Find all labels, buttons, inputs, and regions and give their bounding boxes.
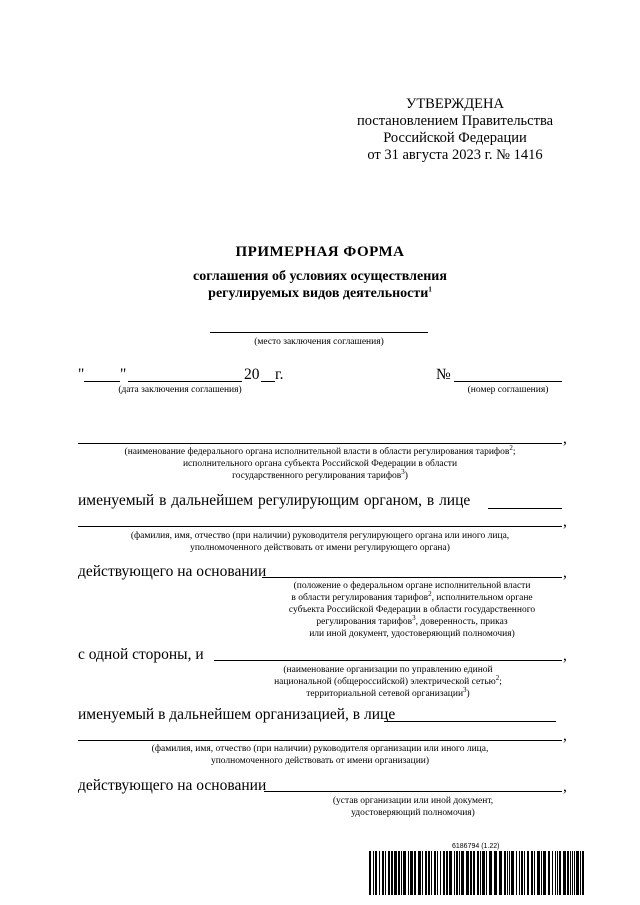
date-year-suffix: г. bbox=[275, 366, 284, 383]
approval-line-2: Российской Федерации bbox=[383, 130, 527, 146]
organization-basis-caption: (устав организации или иной документ, удостоверяющий полномочия) bbox=[332, 796, 494, 818]
regulator-name-caption: (наименование федерального органа исполнительной власти в области регулирования тарифов$^2$; исполнительного органа субъекта Российской Федерации в области государственного регулирования тарифов$^3$) bbox=[124, 443, 516, 481]
document-title: ПРИМЕРНАЯ ФОРМА bbox=[235, 244, 405, 260]
organization-basis-field[interactable] bbox=[264, 791, 562, 792]
organization-representative-field[interactable] bbox=[78, 740, 562, 741]
date-quote-open: " bbox=[78, 366, 85, 383]
organization-name-field[interactable] bbox=[214, 660, 562, 661]
place-field[interactable] bbox=[210, 332, 428, 333]
organization-name-caption: (наименование организации по управлению единой национальной (общероссийской) электрической сетью$^2$; территориальной сетевой организации$^3$) bbox=[274, 665, 502, 699]
regulator-name-field[interactable] bbox=[78, 443, 562, 444]
number-sign: № bbox=[436, 366, 451, 383]
footnote-ref: 1 bbox=[428, 285, 432, 294]
organization-represented-text: именуемый в дальнейшем организацией, в лице bbox=[78, 706, 396, 723]
organization-basis-text: действующего на основании bbox=[78, 777, 267, 794]
date-month-field[interactable] bbox=[128, 381, 242, 382]
document-code: 6186794 (1.22) bbox=[452, 843, 500, 850]
date-quote-close: " bbox=[120, 366, 127, 383]
regulator-basis-field[interactable] bbox=[262, 577, 562, 578]
date-year-prefix: 20 bbox=[244, 366, 260, 383]
agreement-number-field[interactable] bbox=[454, 381, 562, 382]
regulator-representative-field[interactable] bbox=[78, 526, 562, 527]
document-subtitle bbox=[0, 268, 640, 302]
organization-representative-caption: (фамилия, имя, отчество (при наличии) руководителя организации или иного лица, уполномоченного действовать от имени организации) bbox=[151, 744, 489, 766]
regulator-basis-text: действующего на основании bbox=[78, 563, 267, 580]
number-caption: (номер соглашения) bbox=[467, 385, 549, 395]
comma: , bbox=[563, 727, 567, 744]
subtitle-line-2: регулируемых видов деятельности$^1$ bbox=[208, 285, 432, 301]
regulator-represented-text: именуемый в дальнейшем регулирующим органом, в лице bbox=[78, 492, 471, 509]
comma: , bbox=[563, 647, 567, 664]
comma: , bbox=[563, 513, 567, 530]
organization-representative-field-start[interactable] bbox=[384, 721, 556, 722]
approval-line-3: от 31 августа 2023 г. № 1416 bbox=[367, 147, 543, 163]
date-caption: (дата заключения соглашения) bbox=[118, 385, 242, 395]
approval-line-1: постановлением Правительства bbox=[356, 113, 554, 129]
party-one-text: с одной стороны, и bbox=[78, 646, 204, 663]
date-day-field[interactable] bbox=[84, 381, 120, 382]
regulator-representative-field-start[interactable] bbox=[488, 508, 562, 509]
date-year-field[interactable] bbox=[261, 381, 275, 382]
comma: , bbox=[563, 430, 567, 447]
comma: , bbox=[563, 564, 567, 581]
regulator-representative-caption: (фамилия, имя, отчество (при наличии) руководителя регулирующего органа или иного лица, уполномоченного действовать от имени регулирующего органа) bbox=[130, 531, 510, 553]
approval-block bbox=[340, 96, 570, 164]
barcode-icon bbox=[369, 851, 587, 895]
subtitle-line-1: соглашения об условиях осуществления bbox=[193, 269, 447, 284]
regulator-basis-caption: (положение о федеральном органе исполнительной власти в области регулирования тарифов$^2$, исполнительном органе субъекта Российской Федерации в области государственного регулирования тарифов$^3$, доверенность, приказ или иной документ, удостоверяющий полномочия) bbox=[288, 581, 536, 639]
comma: , bbox=[563, 778, 567, 795]
approval-title: УТВЕРЖДЕНА bbox=[406, 96, 504, 112]
place-caption: (место заключения соглашения) bbox=[254, 337, 384, 347]
